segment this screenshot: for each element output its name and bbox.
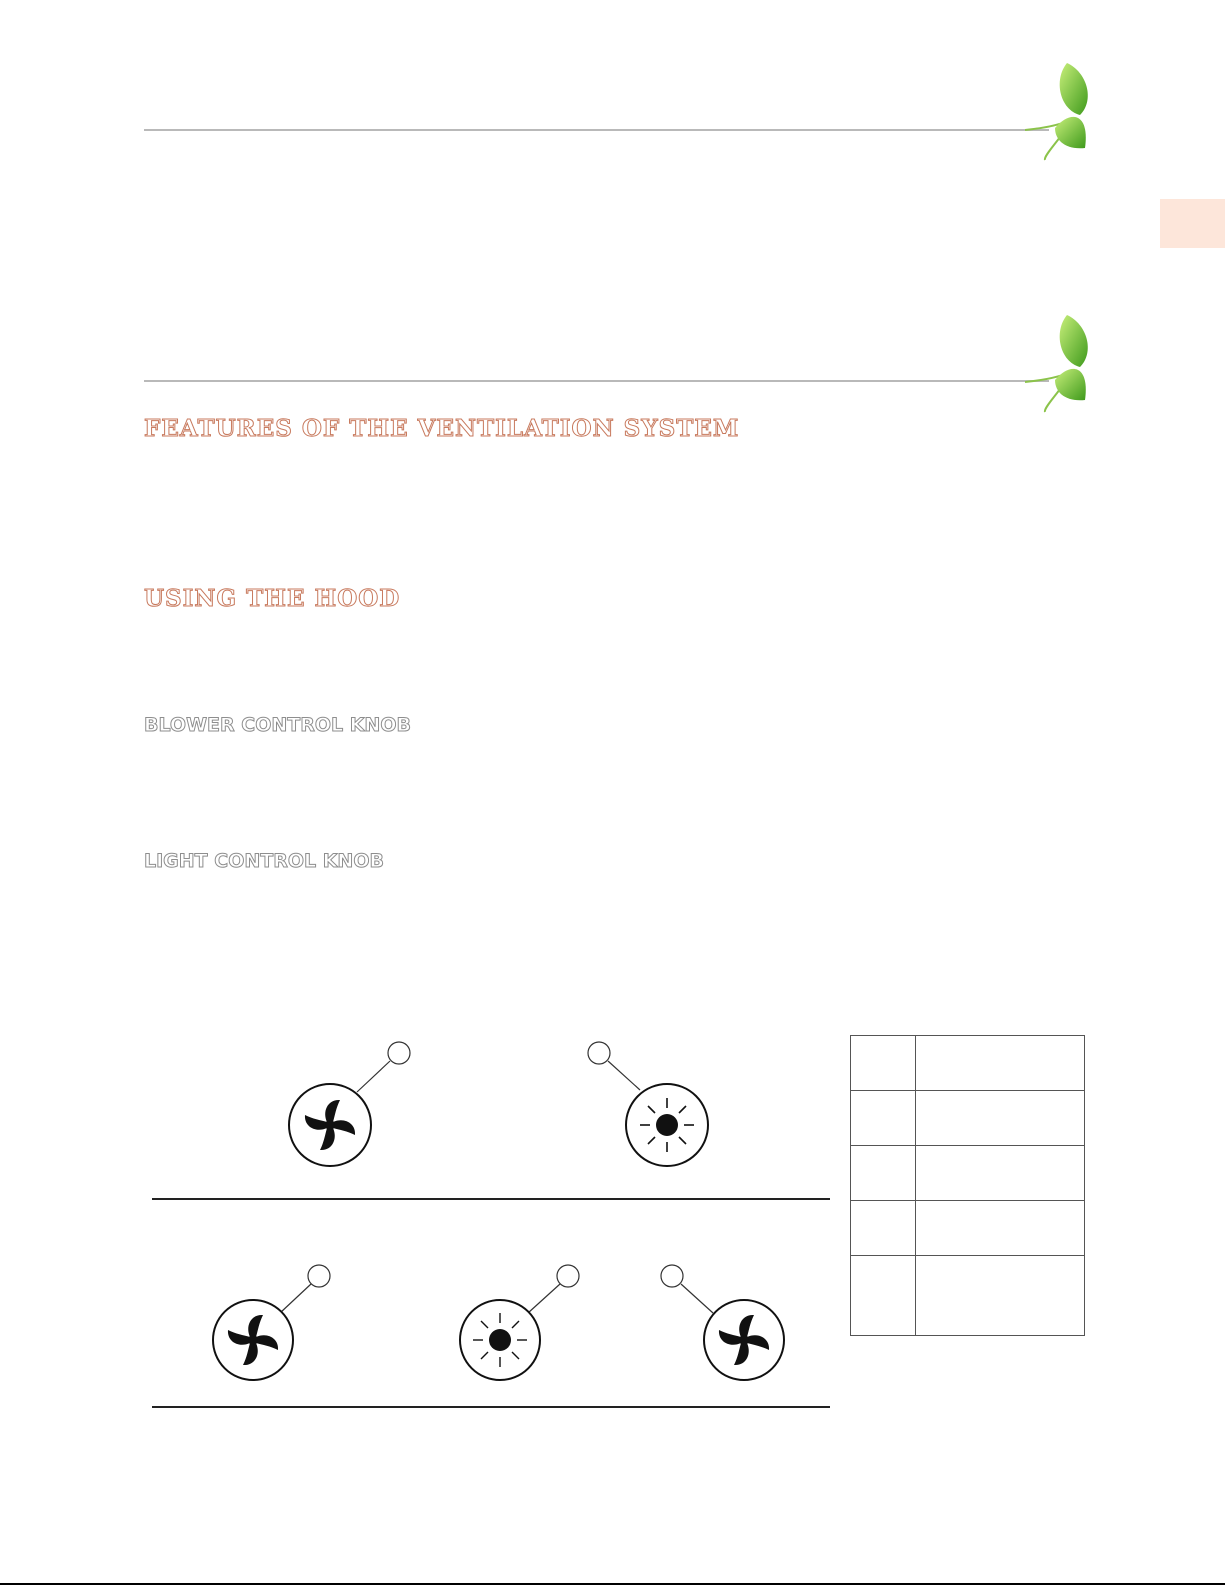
- callout-circle: [661, 1265, 683, 1287]
- side-tab: [1160, 199, 1225, 248]
- table-row: [851, 1256, 1085, 1336]
- callout-line: [528, 1284, 560, 1313]
- fan-icon: [704, 1300, 784, 1380]
- fan-icon: [213, 1300, 293, 1380]
- table-row: [851, 1201, 1085, 1256]
- legend-number: [851, 1256, 916, 1336]
- table-row: [851, 1091, 1085, 1146]
- leaf-icon: [1025, 312, 1105, 417]
- control-panel-diagram-bottom: [150, 1260, 830, 1410]
- sun-icon: [626, 1084, 708, 1166]
- features-heading: FEATURES OF THE VENTILATION SYSTEM: [144, 415, 740, 442]
- callout-line: [357, 1061, 390, 1092]
- legend-description: [916, 1036, 1085, 1091]
- callout-circle: [388, 1042, 410, 1064]
- legend-number: [851, 1036, 916, 1091]
- fan-icon: [289, 1084, 371, 1166]
- callout-circle: [557, 1265, 579, 1287]
- panel-baseline-top: [152, 1198, 830, 1200]
- legend-description: [916, 1256, 1085, 1336]
- callout-circle: [588, 1042, 610, 1064]
- legend-description: [916, 1201, 1085, 1256]
- header-divider-top: [144, 129, 1049, 131]
- legend-number: [851, 1091, 916, 1146]
- legend-description: [916, 1146, 1085, 1201]
- legend-table: [850, 1035, 1085, 1336]
- panel-baseline-bottom: [152, 1406, 830, 1408]
- light-knob-subheading: LIGHT CONTROL KNOB: [144, 850, 384, 872]
- callout-line: [681, 1284, 713, 1313]
- table-row: [851, 1146, 1085, 1201]
- using-hood-heading: USING THE HOOD: [144, 585, 401, 612]
- legend-number: [851, 1201, 916, 1256]
- callout-line: [608, 1061, 640, 1090]
- table-row: [851, 1036, 1085, 1091]
- callout-line: [280, 1284, 311, 1313]
- legend-number: [851, 1146, 916, 1201]
- callout-circle: [308, 1265, 330, 1287]
- legend-description: [916, 1091, 1085, 1146]
- sun-icon: [460, 1300, 540, 1380]
- header-divider-bottom: [144, 380, 1049, 382]
- blower-knob-subheading: BLOWER CONTROL KNOB: [144, 714, 411, 736]
- control-panel-diagram-top: [150, 1030, 830, 1200]
- leaf-icon: [1025, 60, 1105, 165]
